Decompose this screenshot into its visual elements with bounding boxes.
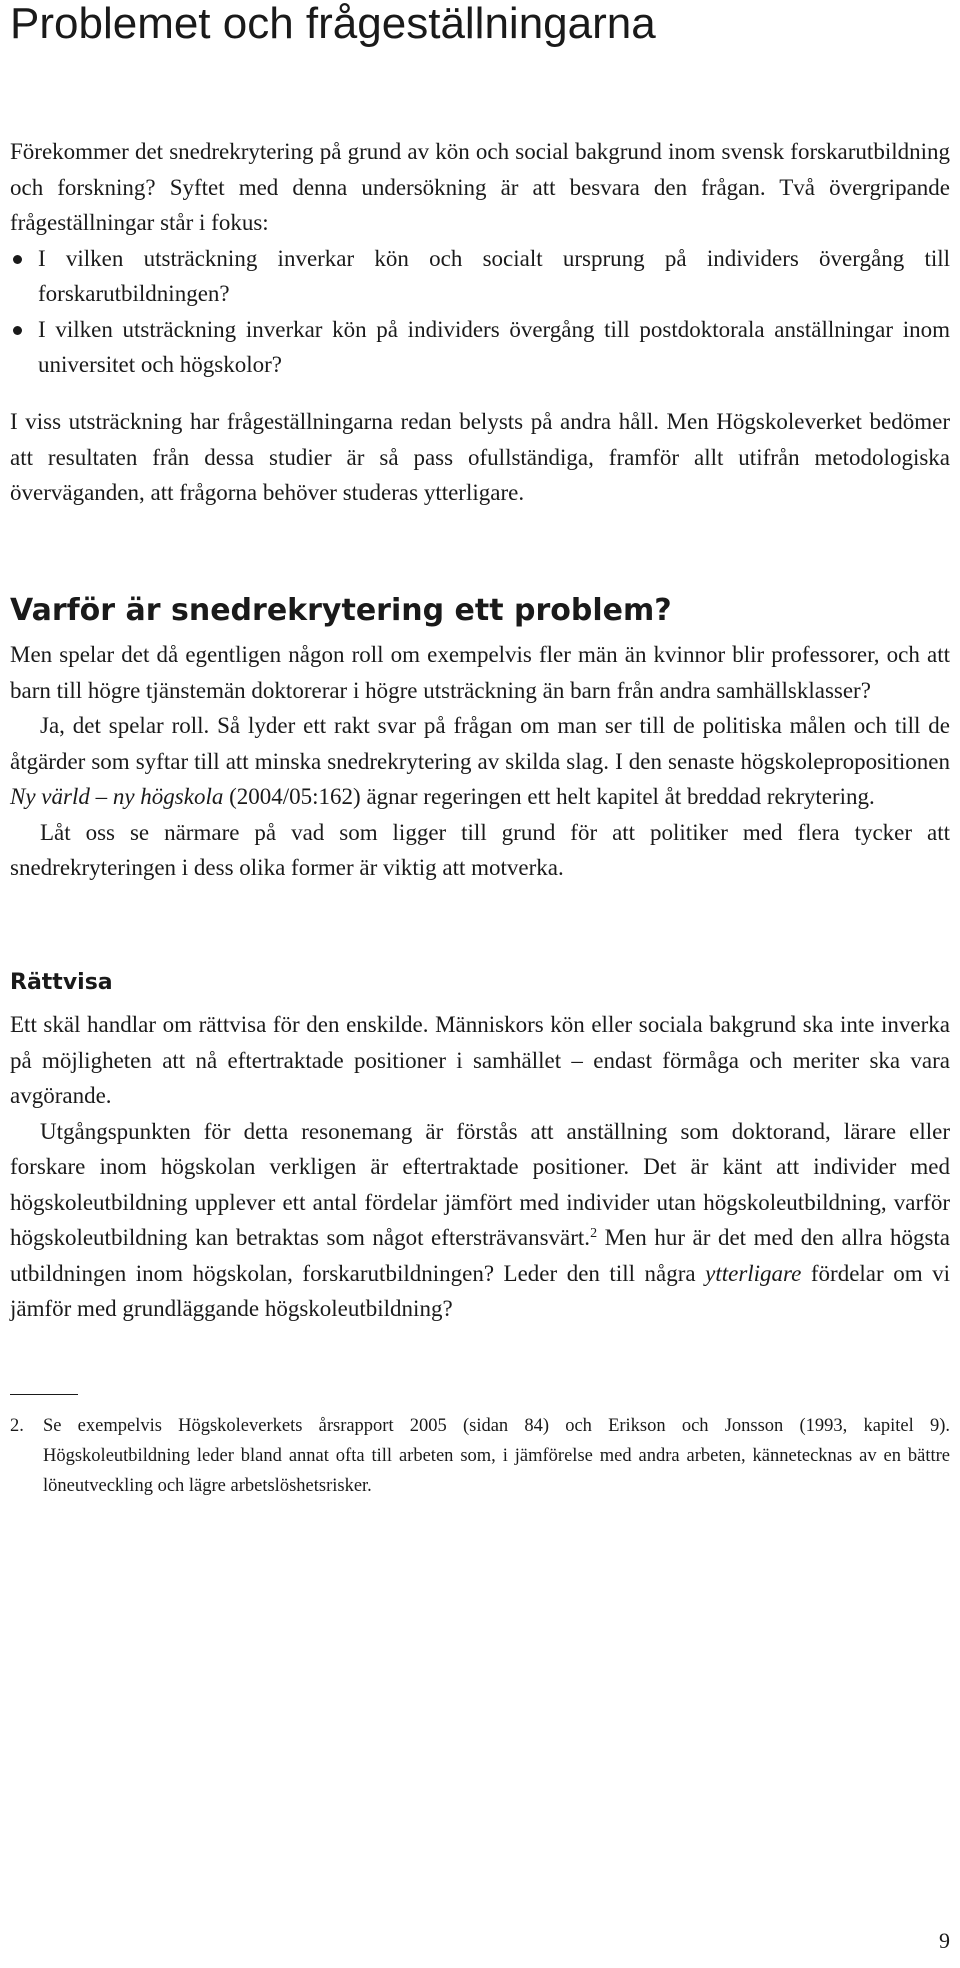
page-number: 9 xyxy=(939,1928,950,1953)
problem-paragraph-2-end: (2004/05:162) ägnar regeringen ett helt kapitel åt breddad rekrytering. xyxy=(223,784,875,809)
question-text-1: I vilken utsträckning inverkar kön och socialt ursprung på individers övergång till forskarutbildningen? xyxy=(38,245,950,306)
bullet-icon xyxy=(13,255,22,264)
question-text-2: I vilken utsträckning inverkar kön på individers övergång till postdoktorala anställningar inom universitet och högskolor? xyxy=(38,316,950,377)
fairness-paragraph-1: Ett skäl handlar om rättvisa för den enskilde. Människors kön eller sociala bakgrund ska inte inverka på möjligheten att nå eftertraktade positioner i samhället – endast förmåga och meriter ska vara avgörande. xyxy=(10,1012,950,1108)
footnote-divider xyxy=(10,1394,78,1395)
question-item-1 xyxy=(10,241,950,312)
section-heading-problem: Varför är snedrekrytering ett problem? xyxy=(10,593,672,628)
footnote-text: Se exempelvis Högskoleverkets årsrapport 2005 (sidan 84) och Erikson och Jonsson (1993, kapitel 9). Högskoleutbildning leder bland annat ofta till arbeten som, i jämförelse med andra arbeten, kännetecknas av en bättre löneutveckling och lägre arbetslöshetsrisker. xyxy=(43,1416,950,1496)
problem-paragraph-3: Låt oss se närmare på vad som ligger till grund för att politiker med flera tycker att snedrekryteringen i dess olika former är viktig att motverka. xyxy=(10,819,950,880)
fairness-paragraph-2-middle: Men hur är det med den allra högsta utbildningen inom högskolan, forskarutbildningen? Leder den till några xyxy=(10,1225,951,1286)
footnote-reference[interactable]: 2 xyxy=(590,1226,598,1241)
proposition-title: Ny värld – ny högskola xyxy=(10,784,224,809)
problem-paragraph-1: Men spelar det då egentligen någon roll om exempelvis fler män än kvinnor blir professorer, och att barn till högre tjänstemän doktorerar i högre utsträckning än barn från andra samhällsklasser? xyxy=(10,642,950,703)
footnote-number: 2. xyxy=(10,1416,24,1436)
footnote-block xyxy=(10,1411,950,1501)
problem-paragraph-2-text: Ja, det spelar roll. Så lyder ett rakt svar på frågan om man ser till de politiska målen och till de åtgärder som syftar till att minska snedrekrytering av skilda slag. I den senaste högskolepropositionen xyxy=(10,713,950,774)
fairness-paragraph-2 xyxy=(10,1114,950,1327)
question-item-2 xyxy=(10,312,950,383)
context-paragraph: I viss utsträckning har frågeställningarna redan belysts på andra håll. Men Högskoleverket bedömer att resultaten från dessa studier är så pass ofullständiga, framför allt utifrån metodologiska överväganden, att frågorna behöver studeras ytterligare. xyxy=(10,409,950,505)
fairness-paragraph-2-end: fördelar om vi jämför med grundläggande högskoleutbildning? xyxy=(10,1260,950,1321)
section-problem-body xyxy=(10,637,950,886)
emphasis-word: ytterligare xyxy=(705,1260,802,1286)
page-title: Problemet och frågeställningarna xyxy=(10,0,656,48)
question-list xyxy=(10,241,950,383)
problem-paragraph-2 xyxy=(10,708,950,815)
intro-paragraph: Förekommer det snedrekrytering på grund av kön och social bakgrund inom svensk forskarutbildning och forskning? Syftet med denna undersökning är att besvara den frågan. Två övergripande frågeställningar står i fokus: xyxy=(10,139,950,235)
intro-section xyxy=(10,134,950,383)
bullet-icon xyxy=(13,326,22,335)
fairness-paragraph-2-text: Utgångspunkten för detta resonemang är förstås att anställning som doktorand, lärare eller forskare inom högskolan verkligen är eftertraktade positioner. Det är känt att individer med högskoleutbildning upplever ett antal fördelar jämfört med individer utan högskoleutbildning, varför högskoleutbildning kan betraktas som något eftersträvansvärt. xyxy=(10,1118,950,1250)
section-heading-fairness: Rättvisa xyxy=(10,970,113,995)
footnote xyxy=(10,1411,950,1501)
section-fairness-body xyxy=(10,1007,950,1327)
